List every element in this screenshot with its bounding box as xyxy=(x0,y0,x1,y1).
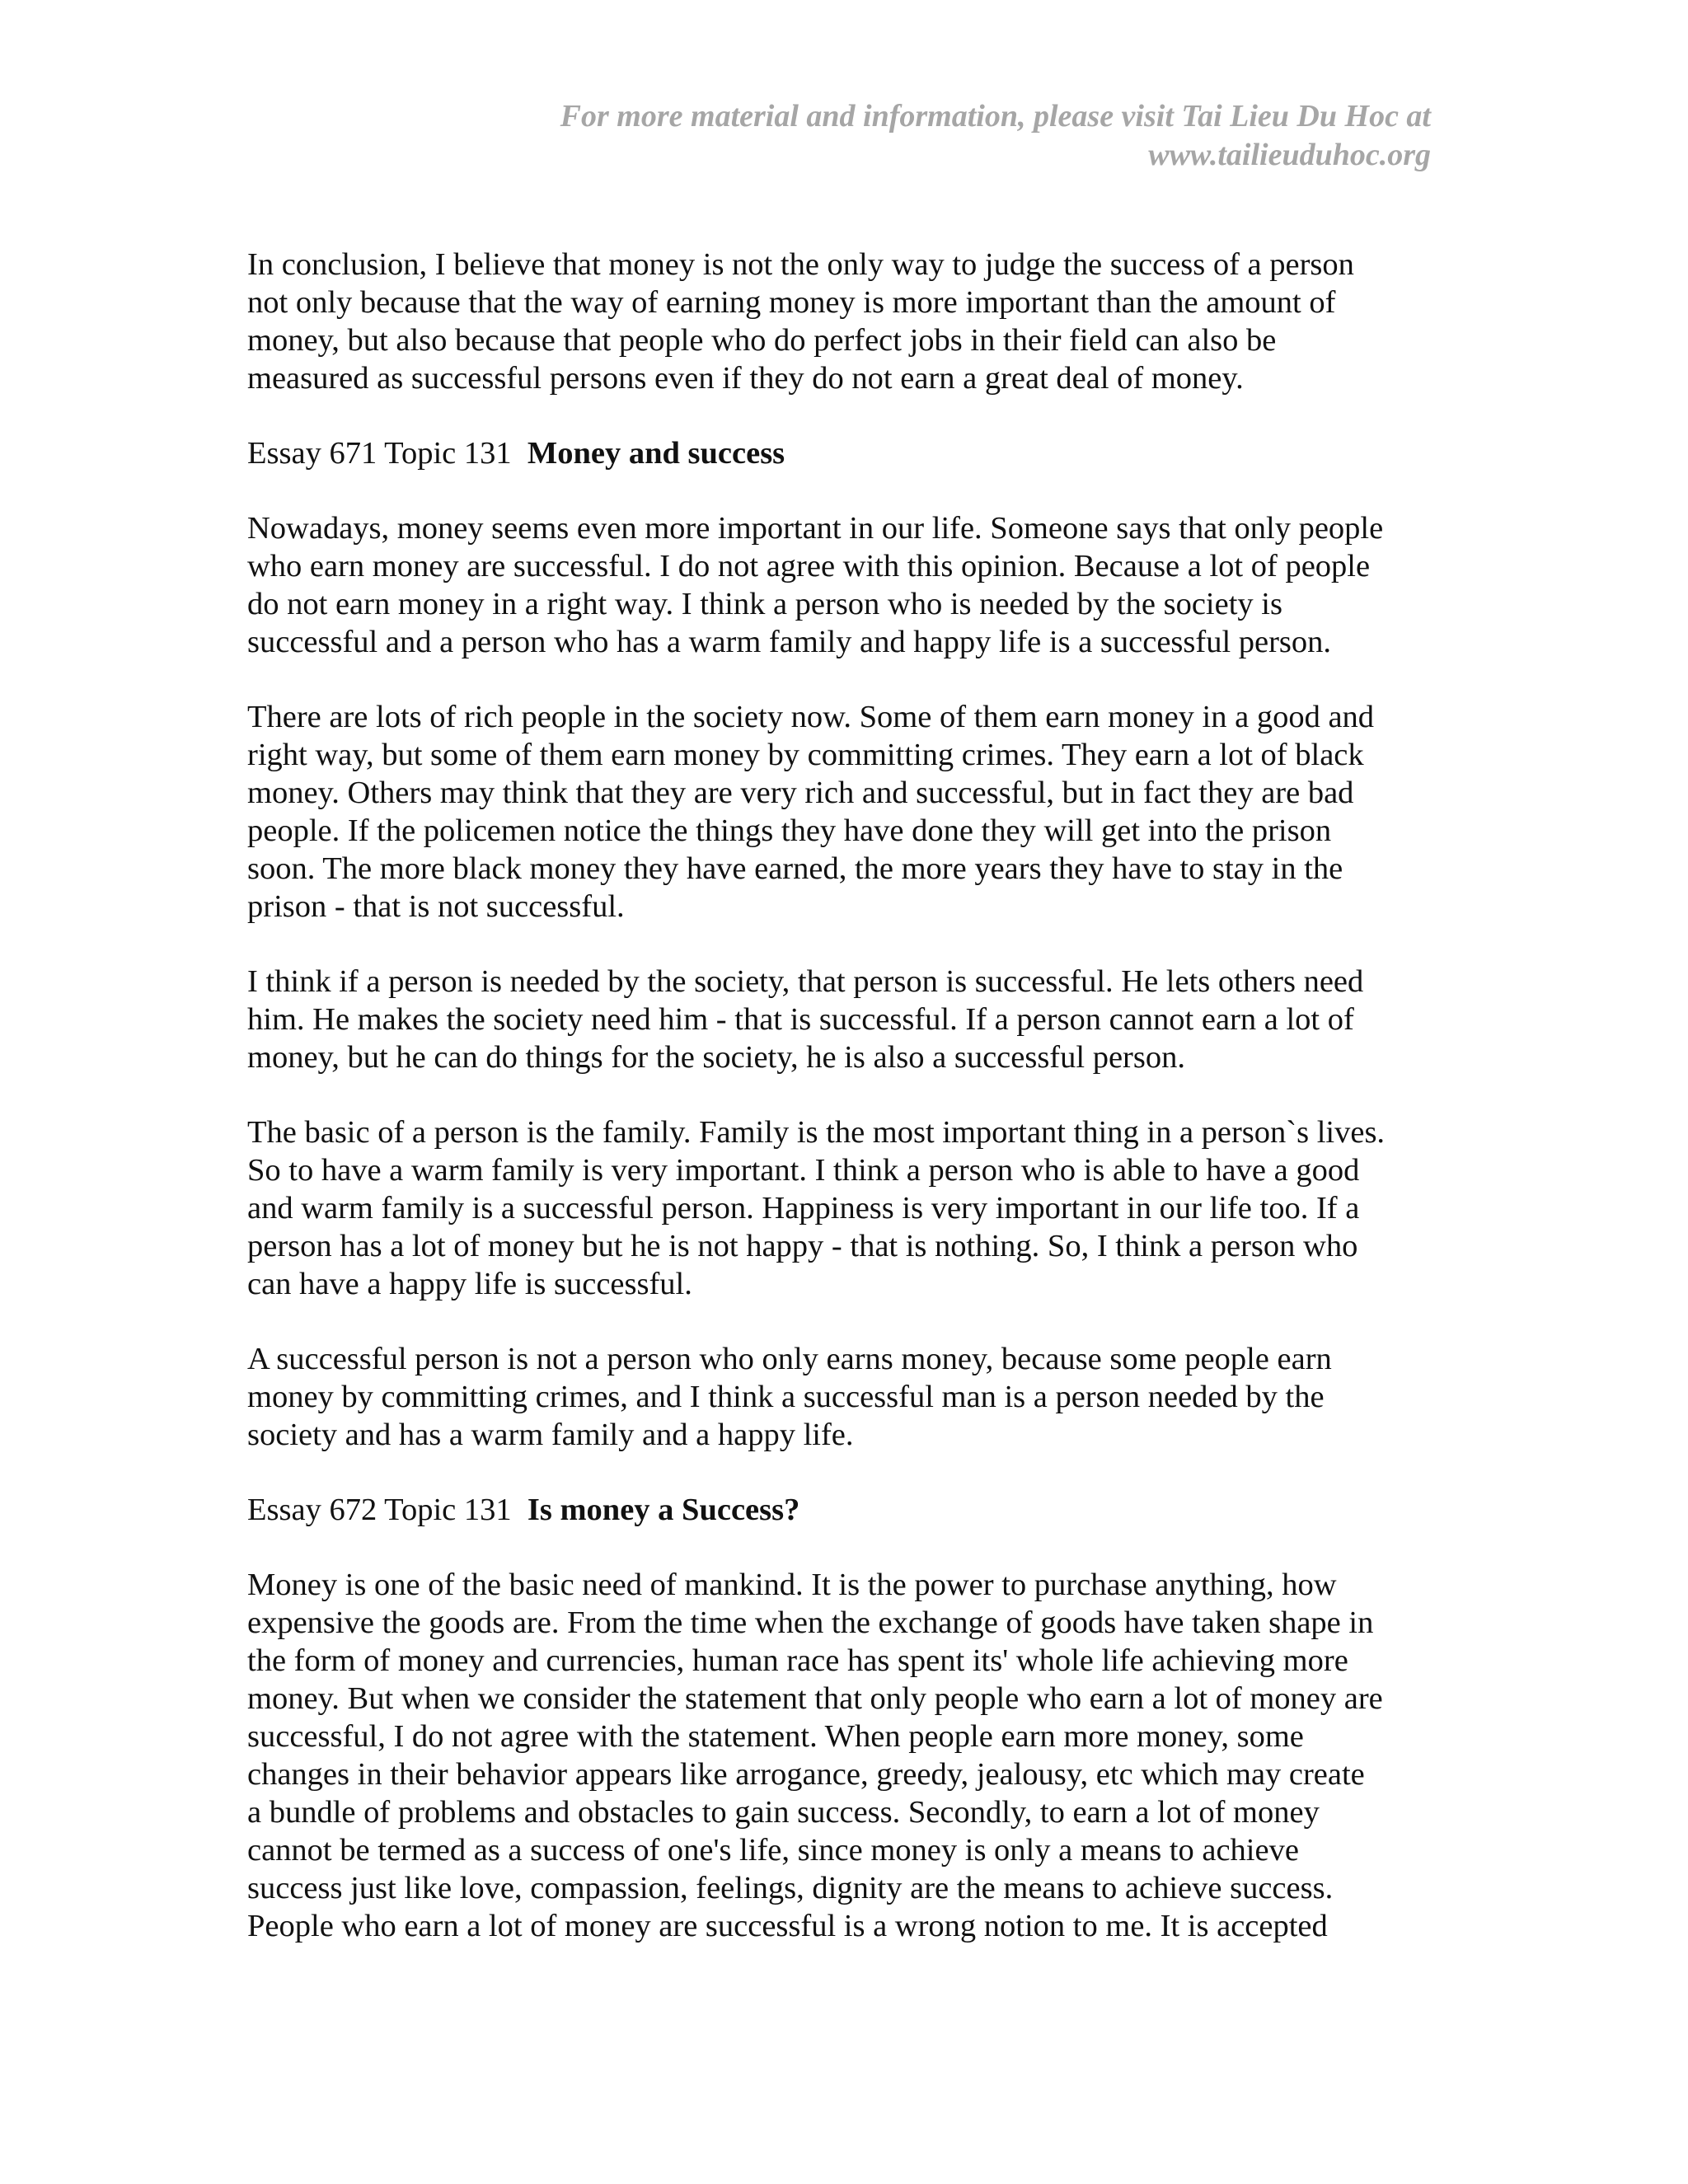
paragraph-line: successful and a person who has a warm family and happy life is a successful person. xyxy=(247,625,1332,659)
paragraph-line: can have a happy life is successful. xyxy=(247,1267,692,1301)
paragraph-line: expensive the goods are. From the time when the exchange of goods have taken shape in xyxy=(247,1605,1374,1640)
essay-number-label: Essay 671 Topic 131 xyxy=(247,436,512,471)
paragraph-line: cannot be termed as a success of one's life, since money is only a means to achieve xyxy=(247,1833,1299,1868)
paragraph-line: money, but he can do things for the society, he is also a successful person. xyxy=(247,1040,1185,1075)
paragraph-line: person has a lot of money but he is not happy - that is nothing. So, I think a person who xyxy=(247,1229,1358,1263)
paragraph xyxy=(247,698,1442,926)
paragraph-line: changes in their behavior appears like arrogance, greedy, jealousy, etc which may create xyxy=(247,1757,1365,1792)
paragraph-line: prison - that is not successful. xyxy=(247,889,625,924)
paragraph-line: In conclusion, I believe that money is not the only way to judge the success of a person xyxy=(247,247,1354,282)
paragraph-line: successful, I do not agree with the statement. When people earn more money, some xyxy=(247,1719,1304,1754)
header-note xyxy=(277,97,1431,175)
essay-number-label: Essay 672 Topic 131 xyxy=(247,1493,512,1527)
paragraph xyxy=(247,246,1442,397)
essay-title: Is money a Success? xyxy=(527,1493,800,1527)
paragraph-line: money, but also because that people who do perfect jobs in their field can also be xyxy=(247,323,1277,358)
paragraph-line: money. Others may think that they are very rich and successful, but in fact they are bad xyxy=(247,776,1354,810)
paragraph-line: money by committing crimes, and I think a successful man is a person needed by the xyxy=(247,1380,1325,1414)
paragraph-line: do not earn money in a right way. I think a person who is needed by the society is xyxy=(247,587,1282,621)
paragraph-line: soon. The more black money they have earned, the more years they have to stay in the xyxy=(247,851,1343,886)
paragraph-line: I think if a person is needed by the society, that person is successful. He lets others need xyxy=(247,964,1364,999)
paragraph-line: success just like love, compassion, feelings, dignity are the means to achieve success. xyxy=(247,1871,1334,1905)
paragraph-line: and warm family is a successful person. Happiness is very important in our life too. If a xyxy=(247,1191,1360,1226)
essay-heading xyxy=(247,1491,1442,1529)
paragraph-line: The basic of a person is the family. Family is the most important thing in a person`s lives. xyxy=(247,1115,1386,1150)
document-body xyxy=(247,246,1442,1982)
paragraph-line: a bundle of problems and obstacles to gain success. Secondly, to earn a lot of money xyxy=(247,1795,1320,1830)
paragraph-line: him. He makes the society need him - that is successful. If a person cannot earn a lot of xyxy=(247,1002,1354,1037)
paragraph-line: people. If the policemen notice the things they have done they will get into the prison xyxy=(247,813,1332,848)
paragraph-line: society and has a warm family and a happy life. xyxy=(247,1418,854,1452)
paragraph xyxy=(247,1566,1442,1945)
paragraph-line: measured as successful persons even if they do not earn a great deal of money. xyxy=(247,361,1244,396)
paragraph xyxy=(247,509,1442,661)
paragraph-line: There are lots of rich people in the society now. Some of them earn money in a good and xyxy=(247,700,1375,734)
paragraph-line: People who earn a lot of money are successful is a wrong notion to me. It is accepted xyxy=(247,1909,1328,1943)
header-note-line-1: For more material and information, please visit Tai Lieu Du Hoc at xyxy=(560,99,1431,134)
paragraph-line: Money is one of the basic need of mankind. It is the power to purchase anything, how xyxy=(247,1568,1337,1602)
essay-heading xyxy=(247,434,1442,472)
paragraph-line: money. But when we consider the statement that only people who earn a lot of money are xyxy=(247,1681,1383,1716)
paragraph xyxy=(247,1340,1442,1454)
paragraph-line: right way, but some of them earn money by committing crimes. They earn a lot of black xyxy=(247,738,1364,772)
paragraph-line: So to have a warm family is very important. I think a person who is able to have a good xyxy=(247,1153,1360,1188)
essay-title: Money and success xyxy=(527,436,785,471)
paragraph-line: the form of money and currencies, human race has spent its' whole life achieving more xyxy=(247,1643,1348,1678)
paragraph-line: Nowadays, money seems even more important in our life. Someone says that only people xyxy=(247,511,1384,546)
paragraph-line: A successful person is not a person who only earns money, because some people earn xyxy=(247,1342,1332,1376)
header-note-line-2: www.tailieuduhoc.org xyxy=(1148,138,1431,172)
paragraph xyxy=(247,1113,1442,1303)
paragraph-line: who earn money are successful. I do not agree with this opinion. Because a lot of people xyxy=(247,549,1371,583)
paragraph xyxy=(247,963,1442,1076)
paragraph-line: not only because that the way of earning money is more important than the amount of xyxy=(247,285,1336,320)
